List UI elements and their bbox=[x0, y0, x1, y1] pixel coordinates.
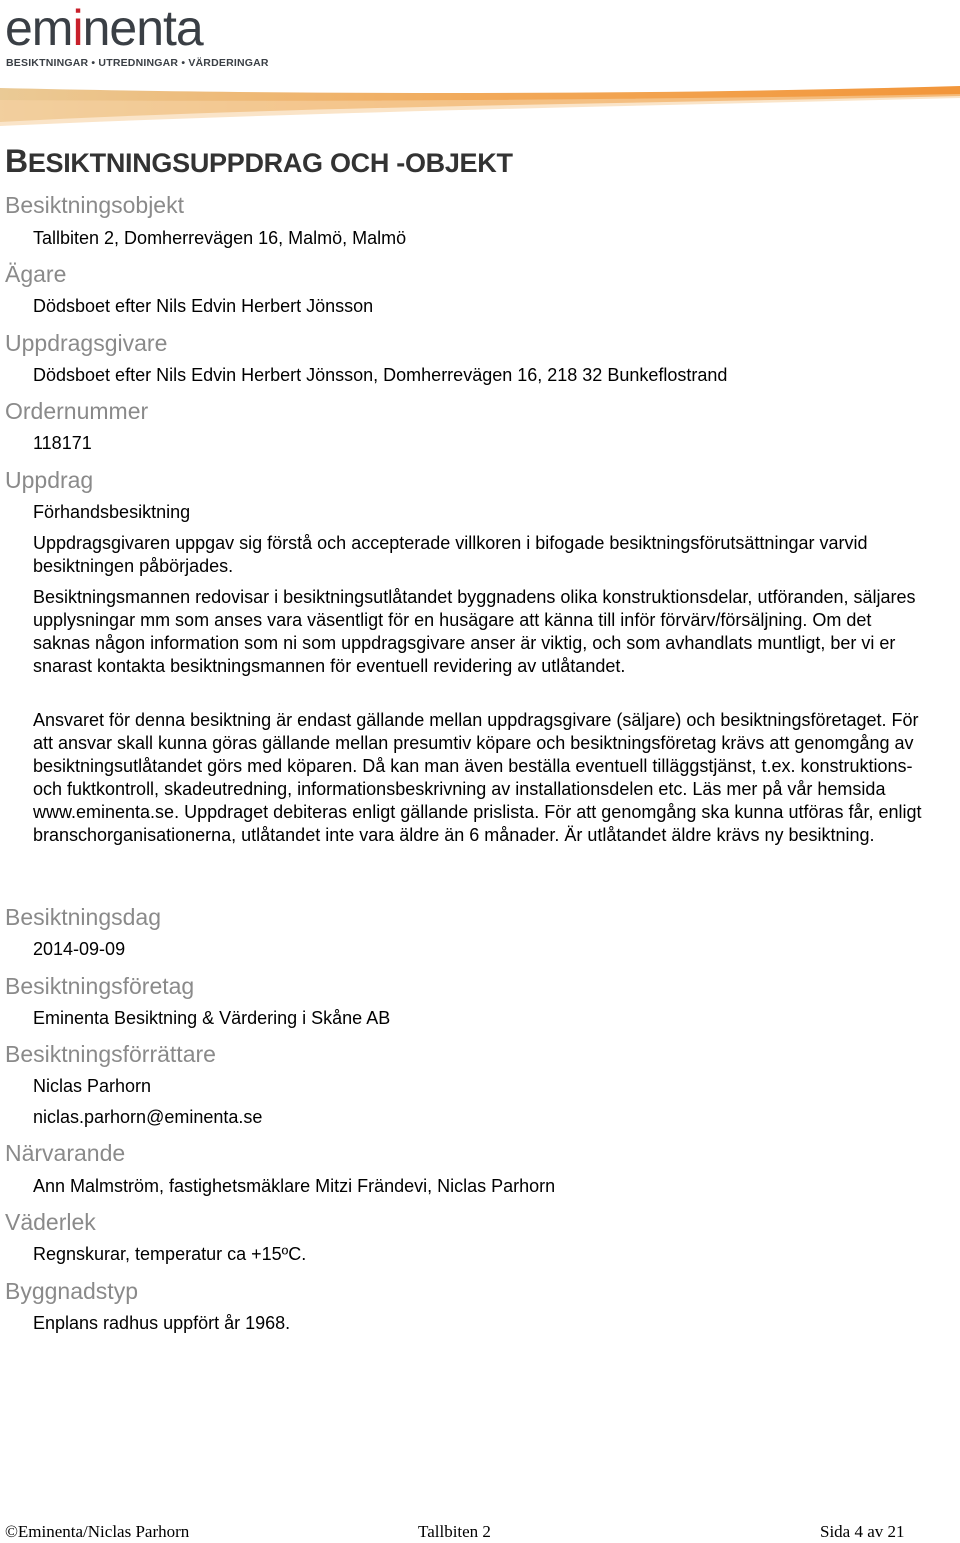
value-forrattare-email[interactable]: niclas.parhorn@eminenta.se bbox=[33, 1107, 263, 1127]
label-uppdragsgivare: Uppdragsgivare bbox=[5, 330, 168, 356]
page-title bbox=[5, 143, 513, 180]
value-ordernummer: 118171 bbox=[33, 433, 92, 453]
value-forrattare-name: Niclas Parhorn bbox=[33, 1076, 152, 1096]
footer-author: ©Eminenta/Niclas Parhorn bbox=[5, 1522, 190, 1541]
label-byggnadstyp: Byggnadstyp bbox=[5, 1278, 138, 1304]
logo-text-i: i bbox=[72, 0, 83, 56]
title-initial: B bbox=[5, 143, 28, 179]
logo-wordmark bbox=[5, 2, 203, 54]
logo-text-start: em bbox=[5, 0, 73, 56]
label-besiktningsforetag: Besiktningsföretag bbox=[5, 973, 195, 999]
label-ordernummer: Ordernummer bbox=[5, 398, 149, 424]
footer-property: Tallbiten 2 bbox=[418, 1522, 491, 1541]
header-swoosh-graphic bbox=[0, 80, 960, 130]
paragraph-redovisning: Besiktningsmannen redovisar i besiktningsutlåtandet byggnadens olika konstruktionsdelar, utföranden, säljares upplysningar mm som anses vara väsentligt för en husägare att känna till inför förvärv/försäljning. Om det saknas någon information som ni som uppdragsgivare anser är viktig, och som avhandlats muntligt, ber vi er snarast kontakta besiktningsmannen för eventuell revidering av utlåtandet. bbox=[33, 587, 916, 676]
label-narvarande: Närvarande bbox=[5, 1140, 126, 1166]
label-vaderlek: Väderlek bbox=[5, 1209, 96, 1235]
value-uppdrag: Förhandsbesiktning bbox=[33, 502, 191, 522]
value-agare: Dödsboet efter Nils Edvin Herbert Jönsson bbox=[33, 296, 374, 316]
value-uppdragsgivare: Dödsboet efter Nils Edvin Herbert Jönsson, Domherrevägen 16, 218 32 Bunkeflostrand bbox=[33, 365, 728, 385]
company-logo bbox=[5, 0, 269, 72]
footer-page-number: Sida 4 av 21 bbox=[820, 1522, 905, 1541]
value-besiktningsobjekt: Tallbiten 2, Domherrevägen 16, Malmö, Malmö bbox=[33, 228, 407, 248]
logo-text-end: nenta bbox=[82, 0, 203, 56]
value-byggnadstyp: Enplans radhus uppfört år 1968. bbox=[33, 1313, 291, 1333]
paragraph-ansvar: Ansvaret för denna besiktning är endast gällande mellan uppdragsgivare (säljare) och besiktningsföretaget. För att ansvar skall kunna göras gällande mellan presumtiv köpare och besiktningsföretag krävs att genomgång av besiktningsutlåtandet görs med köparen. Då kan man även beställa eventuell tilläggstjänst, t.ex. konstruktions- och fuktkontroll, skadeutredning, informationsbeskrivning av installationsdelen etc. Läs mer på vår hemsida www.eminenta.se. Uppdraget debiteras enligt gällande prislista. För att genomgång ska kunna utföras får, enligt branschorganisationerna, utlåtandet inte vara äldre än 6 månader. Är utlåtandet äldre krävs ny besiktning. bbox=[33, 710, 922, 845]
label-uppdrag: Uppdrag bbox=[5, 467, 94, 493]
label-besiktningsforrattare: Besiktningsförrättare bbox=[5, 1041, 216, 1067]
title-rest: ESIKTNINGSUPPDRAG OCH -OBJEKT bbox=[27, 148, 513, 178]
label-besiktningsobjekt: Besiktningsobjekt bbox=[5, 192, 184, 218]
value-besiktningsdag: 2014-09-09 bbox=[33, 939, 126, 959]
logo-tagline: BESIKTNINGAR • UTREDNINGAR • VÄRDERINGAR bbox=[6, 57, 269, 69]
value-narvarande: Ann Malmström, fastighetsmäklare Mitzi Frändevi, Niclas Parhorn bbox=[33, 1176, 556, 1196]
label-agare: Ägare bbox=[5, 261, 67, 287]
value-besiktningsforetag: Eminenta Besiktning & Värdering i Skåne AB bbox=[33, 1008, 391, 1028]
paragraph-villkor: Uppdragsgivaren uppgav sig förstå och accepterade villkoren i bifogade besiktningsförutsättningar varvid besiktningen påbörjades. bbox=[33, 533, 868, 576]
label-besiktningsdag: Besiktningsdag bbox=[5, 904, 161, 930]
value-vaderlek: Regnskurar, temperatur ca +15ºC. bbox=[33, 1244, 307, 1264]
